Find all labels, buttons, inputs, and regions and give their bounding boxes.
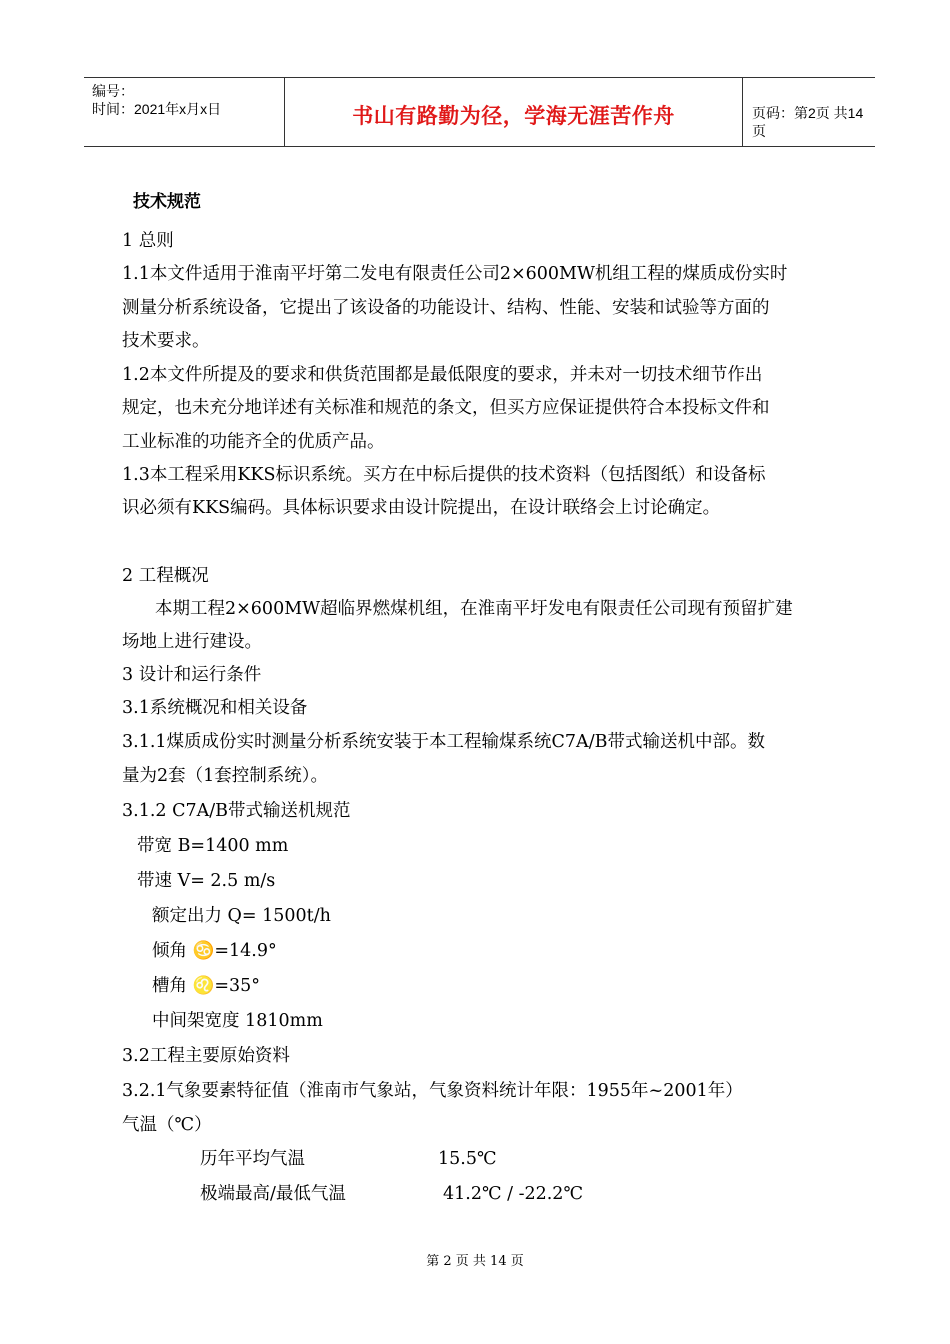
paragraph-line: 工业标准的功能齐全的优质产品。 <box>122 432 385 452</box>
paragraph-line: 规定，也未充分地详述有关标准和规范的条文，但买方应保证提供符合本投标文件和 <box>122 398 770 418</box>
motto: 书山有路勤为径，学海无涯苦作舟 <box>352 104 675 128</box>
spec-incline-angle: 倾角 ♋=14.9° <box>152 941 277 961</box>
heading-3-2: 3.2工程主要原始资料 <box>122 1046 290 1066</box>
header-page-cell <box>742 78 875 146</box>
paragraph-line: 1.2本文件所提及的要求和供货范围都是最低限度的要求，并未对一切技术细节作出 <box>122 365 763 385</box>
paragraph-line: 识必须有KKS编码。具体标识要求由设计院提出，在设计联络会上讨论确定。 <box>122 498 721 518</box>
serial-label: 编号： <box>92 83 134 99</box>
heading-2: 2 工程概况 <box>122 566 209 586</box>
paragraph-line: 本期工程2×600MW超临界燃煤机组，在淮南平圩发电有限责任公司现有预留扩建 <box>155 599 793 619</box>
header-meta <box>84 78 284 146</box>
paragraph-line: 量为2套（1套控制系统）。 <box>122 766 329 786</box>
heading-3-2-1: 3.2.1气象要素特征值（淮南市气象站，气象资料统计年限：1955年~2001年） <box>122 1081 743 1101</box>
spec-belt-width: 带宽 B=1400 mm <box>137 836 289 856</box>
paragraph-line: 场地上进行建设。 <box>122 632 262 652</box>
page-footer: 第 2 页 共 14 页 <box>426 1254 524 1269</box>
paragraph-line: 技术要求。 <box>122 331 210 351</box>
table-value: 41.2℃ / -22.2℃ <box>443 1184 584 1204</box>
spec-rated-output: 额定出力 Q= 1500t/h <box>152 906 331 926</box>
spec-belt-speed: 带速 V= 2.5 m/s <box>137 871 276 891</box>
spec-frame-width: 中间架宽度 1810mm <box>152 1011 323 1031</box>
table-value: 15.5℃ <box>438 1149 497 1169</box>
paragraph-line: 测量分析系统设备，它提出了该设备的功能设计、结构、性能、安装和试验等方面的 <box>122 298 770 318</box>
heading-3: 3 设计和运行条件 <box>122 665 262 685</box>
heading-3-1: 3.1系统概况和相关设备 <box>122 698 308 718</box>
spec-trough-angle: 槽角 ♌=35° <box>152 976 261 996</box>
doc-title: 技术规范 <box>133 192 201 212</box>
paragraph-line: 1.1本文件适用于淮南平圩第二发电有限责任公司2×600MW机组工程的煤质成份实时 <box>122 264 788 284</box>
paragraph-line: 3.1.1煤质成份实时测量分析系统安装于本工程输煤系统C7A/B带式输送机中部。数 <box>122 732 765 752</box>
date-label: 时间：2021年x月x日 <box>92 101 222 117</box>
heading-1: 1 总则 <box>122 231 174 251</box>
page-header <box>84 77 875 147</box>
table-label: 历年平均气温 <box>200 1149 305 1169</box>
paragraph-line: 1.3本工程采用KKS标识系统。买方在中标后提供的技术资料（包括图纸）和设备标 <box>122 465 766 485</box>
table-label: 极端最高/最低气温 <box>200 1184 346 1204</box>
temperature-heading: 气温（℃） <box>122 1115 212 1135</box>
page-label: 页码：第2页 共14页 <box>752 105 864 139</box>
heading-3-1-2: 3.1.2 C7A/B带式输送机规范 <box>122 801 351 821</box>
header-motto-cell <box>284 78 743 146</box>
